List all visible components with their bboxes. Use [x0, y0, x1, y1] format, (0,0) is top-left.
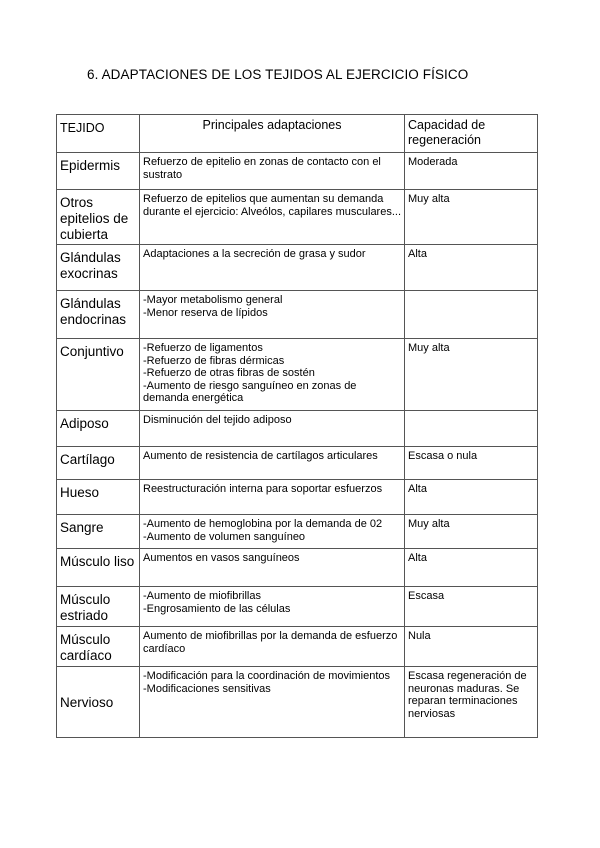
- adaptaciones-cell: [140, 587, 405, 627]
- table-row: [57, 587, 538, 627]
- header-adaptaciones: Principales adaptaciones: [140, 115, 405, 153]
- adaptacion-line: -Aumento de riesgo sanguíneo en zonas de demanda energética: [143, 379, 357, 404]
- header-tejido: TEJIDO: [57, 115, 140, 153]
- adaptacion-line: -Aumento de hemoglobina por la demanda de 02: [143, 518, 383, 530]
- adaptations-table: [56, 114, 538, 738]
- adaptacion-line: -Modificación para la coordinación de movimientos: [143, 670, 391, 682]
- tejido-cell: Cartílago: [57, 447, 140, 480]
- table-row: [57, 515, 538, 549]
- adaptacion-line: -Modificaciones sensitivas: [143, 682, 271, 695]
- adaptaciones-cell: [140, 339, 405, 411]
- capacidad-cell: Moderada: [405, 153, 538, 190]
- adaptaciones-cell: [140, 667, 405, 738]
- adaptaciones-cell: [140, 245, 405, 291]
- adaptacion-line: -Aumento de volumen sanguíneo: [143, 530, 306, 543]
- capacidad-cell: [405, 291, 538, 339]
- adaptacion-line: -Refuerzo de ligamentos: [143, 342, 263, 354]
- adaptacion-line: Refuerzo de epitelios que aumentan su demanda durante el ejercicio: Alveólos, capilares musculares...: [143, 193, 402, 218]
- tejido-cell: Conjuntivo: [57, 339, 140, 411]
- adaptaciones-cell: [140, 447, 405, 480]
- table-row: [57, 339, 538, 411]
- adaptacion-line: -Refuerzo de fibras dérmicas: [143, 354, 285, 367]
- adaptaciones-cell: [140, 480, 405, 515]
- tejido-cell: Músculo cardíaco: [57, 627, 140, 667]
- adaptacion-line: -Refuerzo de otras fibras de sostén: [143, 367, 315, 379]
- table-row: [57, 245, 538, 291]
- table-row: [57, 190, 538, 245]
- adaptaciones-cell: [140, 153, 405, 190]
- adaptacion-line: Adaptaciones a la secreción de grasa y sudor: [143, 248, 366, 260]
- table-row: [57, 667, 538, 738]
- table-row: [57, 627, 538, 667]
- table-row: [57, 411, 538, 447]
- tejido-cell: Nervioso: [57, 667, 140, 738]
- table-row: [57, 447, 538, 480]
- tejido-cell: Otros epitelios de cubierta: [57, 190, 140, 245]
- adaptaciones-cell: [140, 515, 405, 549]
- adaptacion-line: Reestructuración interna para soportar esfuerzos: [143, 483, 383, 495]
- tejido-cell: Sangre: [57, 515, 140, 549]
- adaptacion-line: Refuerzo de epitelio en zonas de contacto con el sustrato: [143, 156, 381, 181]
- capacidad-cell: Alta: [405, 245, 538, 291]
- capacidad-cell: Nula: [405, 627, 538, 667]
- adaptacion-line: Aumento de miofibrillas por la demanda de esfuerzo cardíaco: [143, 630, 398, 655]
- tejido-cell: Músculo estriado: [57, 587, 140, 627]
- capacidad-cell: [405, 411, 538, 447]
- capacidad-cell: Escasa: [405, 587, 538, 627]
- table-row: [57, 291, 538, 339]
- capacidad-cell: Escasa regeneración de neuronas maduras. Se reparan terminaciones nerviosas: [405, 667, 538, 738]
- table-header-row: [57, 115, 538, 153]
- tejido-cell: Glándulas exocrinas: [57, 245, 140, 291]
- adaptacion-line: Disminución del tejido adiposo: [143, 414, 292, 426]
- capacidad-cell: Alta: [405, 549, 538, 587]
- adaptacion-line: Aumentos en vasos sanguíneos: [143, 552, 300, 564]
- page-title: 6. ADAPTACIONES DE LOS TEJIDOS AL EJERCICIO FÍSICO: [87, 67, 469, 82]
- tejido-cell: Epidermis: [57, 153, 140, 190]
- adaptacion-line: -Engrosamiento de las células: [143, 602, 291, 615]
- capacidad-cell: Muy alta: [405, 190, 538, 245]
- tejido-cell: Hueso: [57, 480, 140, 515]
- adaptacion-line: Aumento de resistencia de cartílagos articulares: [143, 450, 378, 462]
- adaptaciones-cell: [140, 549, 405, 587]
- tejido-cell: Adiposo: [57, 411, 140, 447]
- capacidad-cell: Muy alta: [405, 515, 538, 549]
- adaptacion-line: -Menor reserva de lípidos: [143, 306, 268, 319]
- tejido-cell: Glándulas endocrinas: [57, 291, 140, 339]
- table-row: [57, 549, 538, 587]
- table-row: [57, 153, 538, 190]
- adaptaciones-cell: [140, 190, 405, 245]
- adaptacion-line: -Mayor metabolismo general: [143, 294, 283, 306]
- adaptaciones-cell: [140, 627, 405, 667]
- adaptacion-line: -Aumento de miofibrillas: [143, 590, 261, 602]
- tejido-cell: Músculo liso: [57, 549, 140, 587]
- header-capacidad: Capacidad de regeneración: [405, 115, 538, 153]
- adaptaciones-cell: [140, 411, 405, 447]
- capacidad-cell: Escasa o nula: [405, 447, 538, 480]
- table-row: [57, 480, 538, 515]
- capacidad-cell: Alta: [405, 480, 538, 515]
- capacidad-cell: Muy alta: [405, 339, 538, 411]
- adaptaciones-cell: [140, 291, 405, 339]
